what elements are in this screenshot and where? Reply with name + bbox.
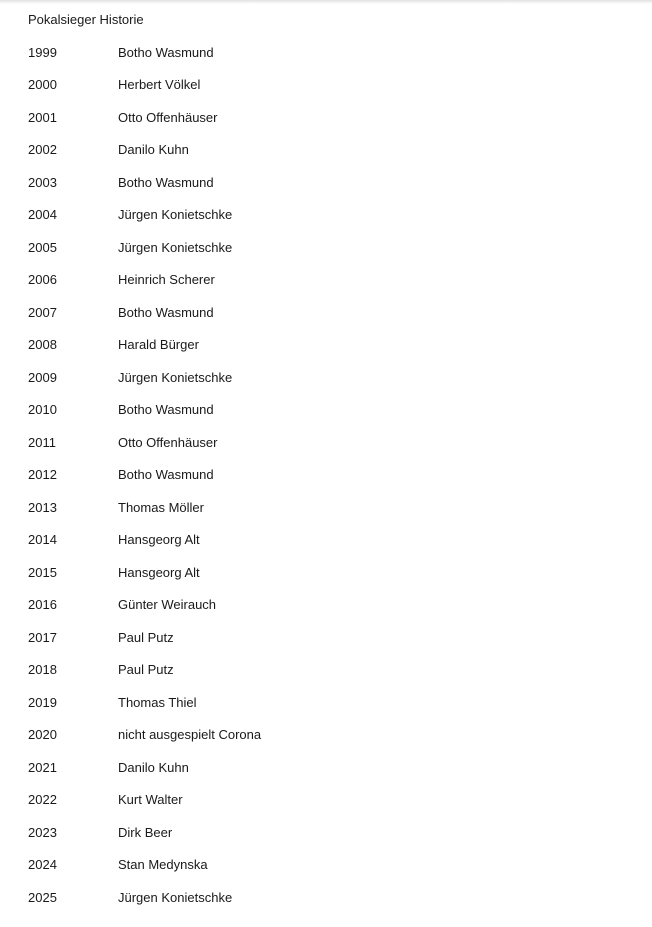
list-item: [28, 498, 628, 531]
year-cell: 2012: [28, 467, 57, 482]
winner-cell: Günter Weirauch: [118, 597, 217, 612]
list-item: [28, 335, 628, 368]
list-item: [28, 628, 628, 661]
winner-cell: Jürgen Konietschke: [118, 207, 233, 222]
year-cell: 2008: [28, 337, 57, 352]
year-cell: 2015: [28, 564, 57, 580]
document-title: Pokalsieger Historie: [28, 12, 144, 27]
year-cell: 2003: [28, 174, 57, 190]
list-item: [28, 43, 628, 76]
winner-cell: Herbert Völkel: [118, 77, 201, 92]
year-cell: 2010: [28, 402, 57, 417]
list-item: [28, 725, 628, 758]
list-item: [28, 530, 628, 563]
year-cell: 2019: [28, 694, 57, 710]
list-item: [28, 140, 628, 173]
winner-cell: Harald Bürger: [118, 337, 199, 352]
list-item: [28, 270, 628, 303]
winner-cell: Thomas Möller: [118, 499, 204, 515]
list-item: [28, 660, 628, 693]
winner-cell: Kurt Walter: [118, 792, 183, 807]
winner-cell: nicht ausgespielt Corona: [118, 727, 262, 742]
document-page: [28, 10, 628, 920]
list-item: [28, 173, 628, 206]
year-cell: 2007: [28, 304, 57, 320]
winner-cell: Botho Wasmund: [118, 304, 214, 320]
winner-cell: Jürgen Konietschke: [118, 239, 233, 255]
list-item: [28, 888, 628, 921]
year-cell: 2017: [28, 629, 57, 645]
year-cell: 2024: [28, 857, 57, 872]
list-item: [28, 823, 628, 856]
year-cell: 2005: [28, 239, 57, 255]
winner-cell: Paul Putz: [118, 662, 174, 677]
list-item: [28, 433, 628, 466]
winner-cell: Botho Wasmund: [118, 467, 214, 482]
list-item: [28, 758, 628, 791]
year-cell: 2022: [28, 792, 57, 807]
winner-cell: Botho Wasmund: [118, 402, 214, 417]
year-cell: 2021: [28, 759, 57, 775]
list-item: [28, 465, 628, 498]
year-cell: 2023: [28, 824, 57, 840]
list-item: [28, 303, 628, 336]
year-cell: 2025: [28, 889, 57, 905]
winner-cell: Botho Wasmund: [118, 44, 214, 60]
list-item: [28, 75, 628, 108]
winner-cell: Jürgen Konietschke: [118, 889, 233, 905]
list-item: [28, 563, 628, 596]
year-cell: 2009: [28, 369, 57, 385]
winner-cell: Hansgeorg Alt: [118, 532, 200, 547]
list-item: [28, 205, 628, 238]
year-cell: 2020: [28, 727, 57, 742]
year-cell: 2002: [28, 142, 57, 157]
year-cell: 2006: [28, 272, 57, 287]
winner-cell: Jürgen Konietschke: [118, 369, 233, 385]
list-item: [28, 693, 628, 726]
winner-cell: Otto Offenhäuser: [118, 109, 218, 125]
winner-cell: Danilo Kuhn: [118, 142, 189, 157]
year-cell: 2001: [28, 109, 57, 125]
year-cell: 2014: [28, 532, 57, 547]
list-item: [28, 238, 628, 271]
winner-cell: Thomas Thiel: [118, 694, 197, 710]
winner-cell: Hansgeorg Alt: [118, 564, 200, 580]
year-cell: 2000: [28, 77, 57, 92]
winner-cell: Dirk Beer: [118, 824, 173, 840]
year-cell: 2004: [28, 207, 57, 222]
winner-cell: Otto Offenhäuser: [118, 434, 218, 450]
year-cell: 2013: [28, 499, 57, 515]
year-cell: 2016: [28, 597, 57, 612]
list-item: [28, 790, 628, 823]
winners-list: [28, 43, 628, 921]
winner-cell: Danilo Kuhn: [118, 759, 189, 775]
top-edge-shadow: [0, 0, 652, 4]
year-cell: 1999: [28, 44, 57, 60]
list-item: [28, 368, 628, 401]
winner-cell: Heinrich Scherer: [118, 272, 215, 287]
list-item: [28, 855, 628, 888]
list-item: [28, 595, 628, 628]
winner-cell: Botho Wasmund: [118, 174, 214, 190]
year-cell: 2011: [28, 434, 56, 450]
year-cell: 2018: [28, 662, 57, 677]
list-item: [28, 108, 628, 141]
winner-cell: Stan Medynska: [118, 857, 208, 872]
winner-cell: Paul Putz: [118, 629, 174, 645]
list-item: [28, 400, 628, 433]
